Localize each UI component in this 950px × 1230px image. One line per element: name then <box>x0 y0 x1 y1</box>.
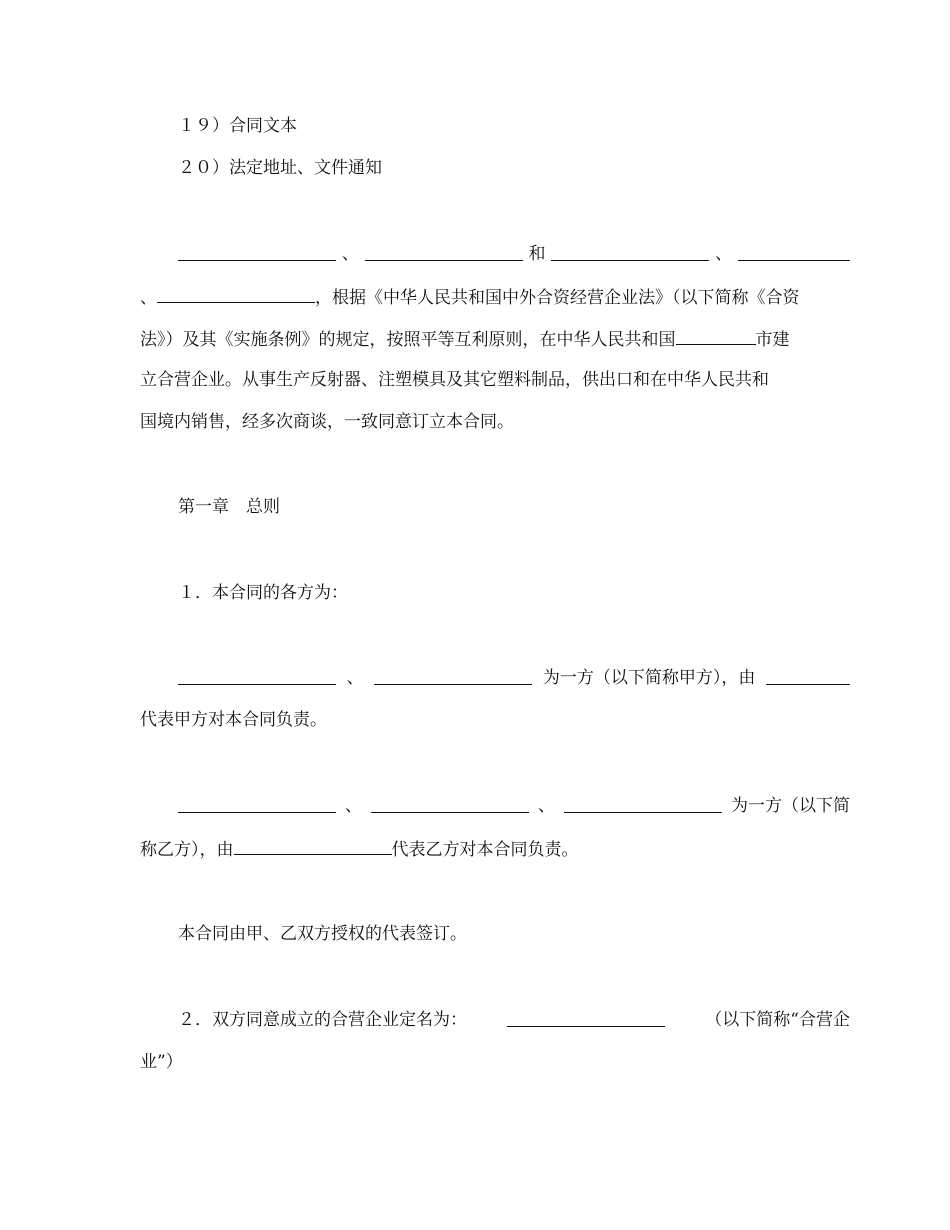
blank-field[interactable] <box>365 242 523 261</box>
blank-field[interactable] <box>234 836 392 855</box>
party-b-text: 称乙方），由 <box>140 840 234 860</box>
separator: 、 <box>341 244 359 264</box>
preamble-line-2 <box>140 284 812 310</box>
article-1-heading: １．本合同的各方为： <box>178 583 348 603</box>
preamble-text: 法》）及其《实施条例》的规定，按照平等互利原则，在中华人民共和国 <box>140 330 676 350</box>
blank-field[interactable] <box>766 666 850 685</box>
preamble-line-5: 国境内销售，经多次商谈，一致同意订立本合同。 <box>140 412 514 432</box>
party-a-line-1 <box>140 666 850 690</box>
toc-item-19: １９）合同文本 <box>178 116 297 136</box>
blank-field[interactable] <box>371 794 529 813</box>
preamble-line-1 <box>140 242 850 266</box>
blank-field[interactable] <box>551 242 709 261</box>
preamble-text: 市建 <box>755 330 790 350</box>
chapter-title: 第一章 总则 <box>178 497 280 517</box>
blank-field[interactable] <box>507 1008 665 1027</box>
party-b-line-1 <box>140 794 850 818</box>
article-2-text: （以下简称“合营企 <box>705 1010 850 1030</box>
separator: 、 <box>538 796 555 816</box>
party-b-line-2 <box>140 836 812 862</box>
blank-field[interactable] <box>157 284 315 303</box>
party-b-text: 为一方（以下简 <box>731 796 850 816</box>
blank-field[interactable] <box>178 666 336 685</box>
preamble-line-4: 立合营企业。从事生产反射器、注塑模具及其它塑料制品，供出口和在中华人民共和 <box>140 370 769 390</box>
party-a-line-2: 代表甲方对本合同负责。 <box>140 710 327 730</box>
article-2-line-2: 业”） <box>140 1052 183 1072</box>
party-b-text: 代表乙方对本合同负责。 <box>391 840 579 860</box>
separator: 、 <box>345 796 362 816</box>
preamble-text: ，根据《中华人民共和国中外合资经营企业法》（以下简称《合资 <box>315 288 800 308</box>
signing-statement: 本合同由甲、乙双方授权的代表签订。 <box>178 924 467 944</box>
preamble-line-3 <box>140 326 812 352</box>
blank-field[interactable] <box>676 326 756 345</box>
blank-field[interactable] <box>178 242 336 261</box>
separator: 、 <box>346 668 364 688</box>
blank-field[interactable] <box>178 794 336 813</box>
conjunction: 和 <box>528 244 546 264</box>
blank-field[interactable] <box>374 666 532 685</box>
separator: 、 <box>715 244 733 264</box>
blank-field[interactable] <box>564 794 722 813</box>
article-2-text: ２．双方同意成立的合营企业定名为： <box>178 1010 467 1030</box>
separator: 、 <box>140 288 157 308</box>
party-a-text: 为一方（以下简称甲方），由 <box>542 668 756 688</box>
toc-item-20: ２０）法定地址、文件通知 <box>178 158 382 178</box>
blank-field[interactable] <box>738 242 850 261</box>
article-2-line-1 <box>140 1008 850 1032</box>
